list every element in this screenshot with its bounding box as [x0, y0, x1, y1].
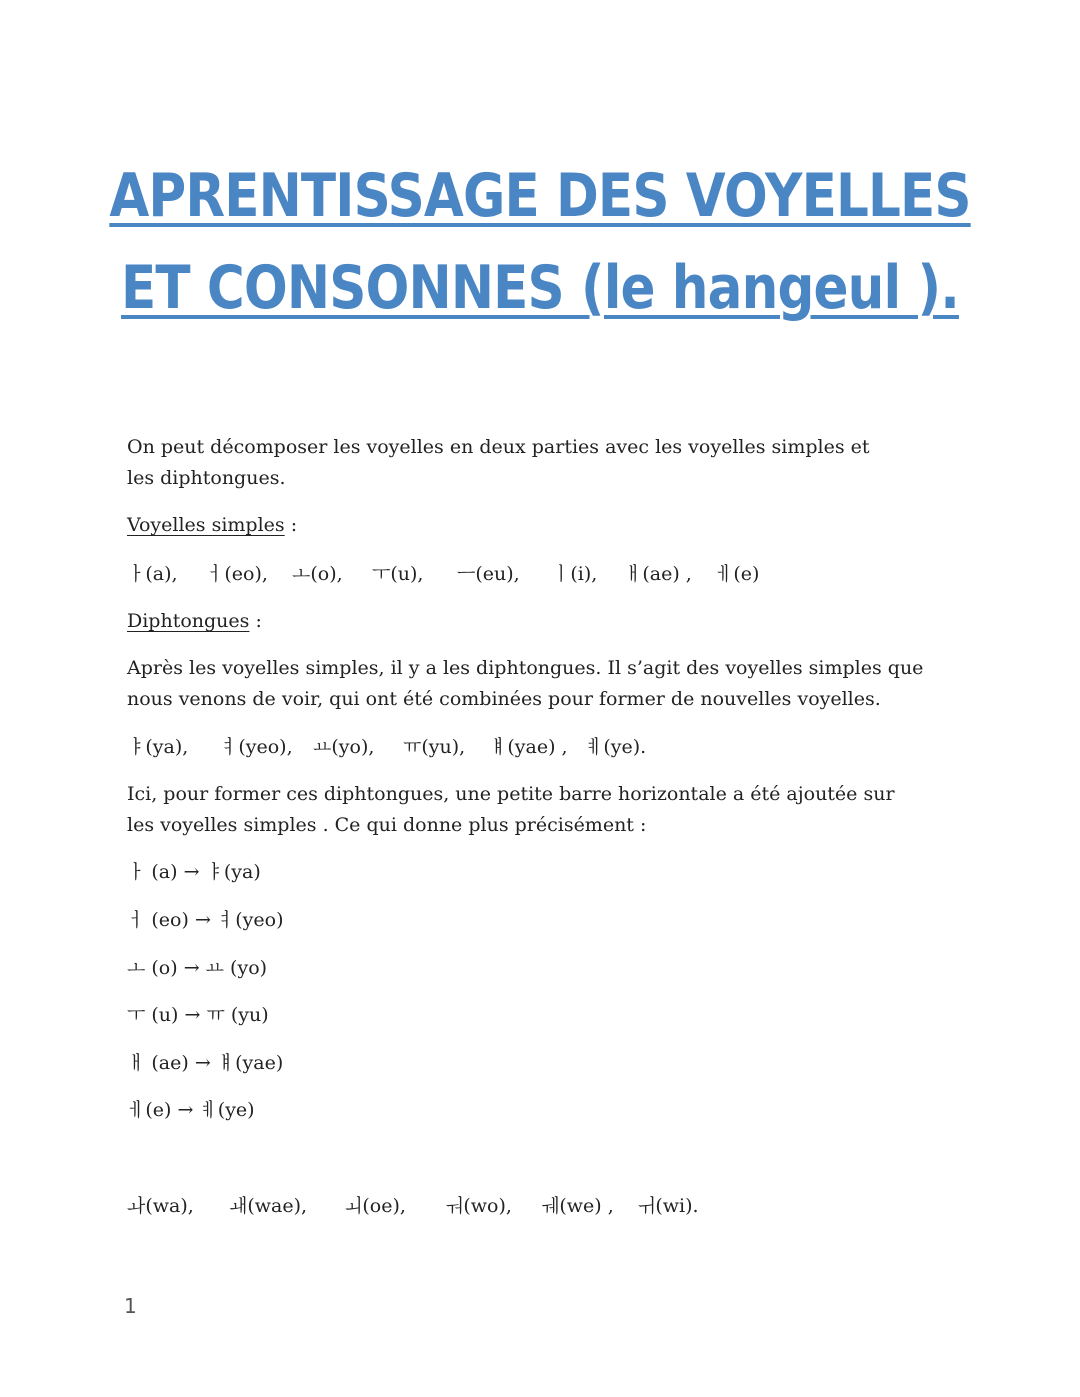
- diphthong-yae: ㅒ(yae) ,: [489, 736, 568, 758]
- w-vowel-oe: ㅚ(oe),: [344, 1195, 406, 1217]
- diphthongs-paragraph: Après les voyelles simples, il y a les diphtongues. Il s’agit des voyelles simples que nous venons de voir, qui ont été combinées pour former de nouvelles voyelles.: [127, 657, 924, 710]
- simple-vowel-i: ㅣ(i),: [552, 563, 598, 585]
- pair-a-ya: ㅏ (a) → ㅑ(ya): [127, 861, 261, 883]
- simple-vowel-a: ㅏ(a),: [127, 563, 178, 585]
- intro-paragraph: On peut décomposer les voyelles en deux parties avec les voyelles simples et les diphtongues.: [127, 436, 870, 489]
- pair-ae-yae: ㅐ (ae) → ㅒ(yae): [127, 1052, 284, 1074]
- diphthong-yu: ㅠ(yu),: [403, 736, 466, 758]
- simple-vowel-ae: ㅐ(ae) ,: [624, 563, 692, 585]
- diphthong-ya: ㅑ(ya),: [127, 736, 189, 758]
- diphthong-yeo: ㅕ(yeo),: [220, 736, 293, 758]
- simple-vowels-heading: [127, 510, 297, 541]
- simple-vowels-heading-colon: :: [284, 514, 298, 536]
- diphthongs-heading-colon: :: [249, 610, 262, 632]
- pair-e-ye: ㅔ(e) → ㅖ(ye): [127, 1099, 255, 1121]
- w-vowel-wa: ㅘ(wa),: [127, 1195, 194, 1217]
- diphthongs-heading: [127, 606, 262, 637]
- simple-vowel-o: ㅗ(o),: [292, 563, 343, 585]
- title-line-2: ET CONSONNES (le hangeul ).: [121, 253, 959, 323]
- pair-o-yo: ㅗ (o) → ㅛ (yo): [127, 957, 268, 979]
- w-vowel-we: ㅞ(we) ,: [541, 1195, 614, 1217]
- diphthong-ye: ㅖ(ye).: [585, 736, 647, 758]
- simple-vowel-eu: ㅡ(eu),: [457, 563, 520, 585]
- simple-vowel-eo: ㅓ(eo),: [206, 563, 268, 585]
- title-line-1: APRENTISSAGE DES VOYELLES: [109, 161, 971, 231]
- diphthongs-heading-text: Diphtongues: [127, 610, 250, 632]
- simple-vowels-heading-text: Voyelles simples: [127, 514, 285, 536]
- page-number: 1: [124, 1294, 137, 1318]
- w-vowel-wi: ㅟ(wi).: [637, 1195, 699, 1217]
- w-vowel-wo: ㅝ(wo),: [445, 1195, 512, 1217]
- diphthong-yo: ㅛ(yo),: [313, 736, 375, 758]
- w-vowel-wae: ㅙ(wae),: [229, 1195, 308, 1217]
- barre-paragraph: Ici, pour former ces diphtongues, une petite barre horizontale a été ajoutée sur les voyelles simples . Ce qui donne plus précisément :: [127, 783, 895, 836]
- pair-u-yu: ㅜ (u) → ㅠ (yu): [127, 1004, 269, 1026]
- simple-vowel-u: ㅜ(u),: [372, 563, 424, 585]
- page-title: [76, 150, 1005, 334]
- pair-eo-yeo: ㅓ (eo) → ㅕ(yeo): [127, 909, 284, 931]
- simple-vowel-e: ㅔ(e): [715, 563, 760, 585]
